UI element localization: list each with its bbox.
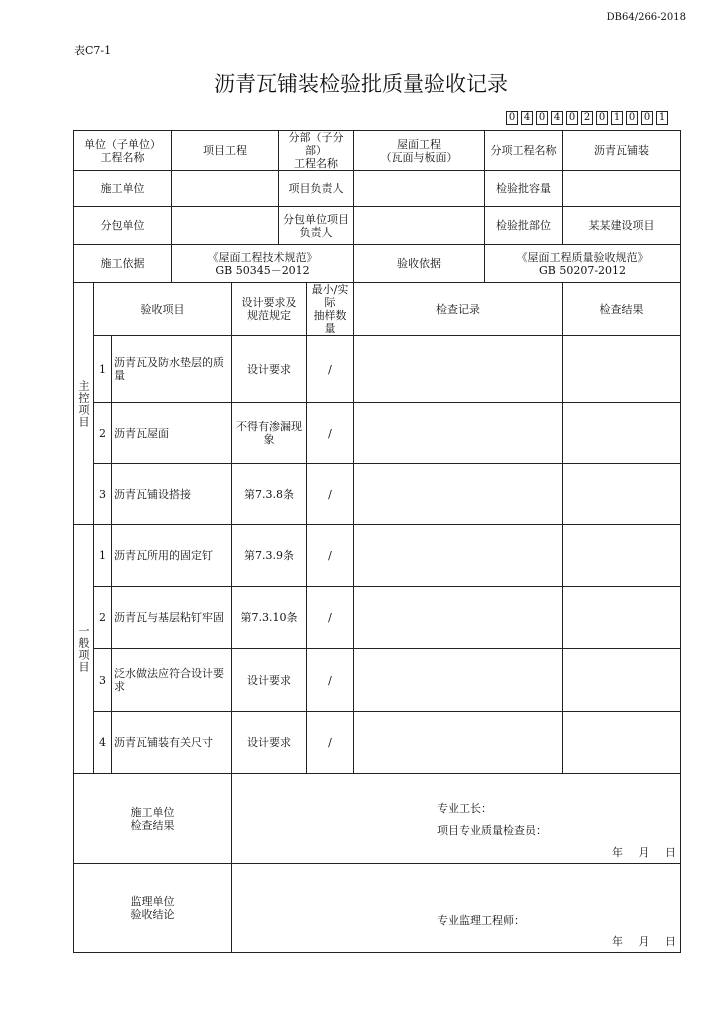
row-number: 1 <box>94 336 112 403</box>
row-requirement: 设计要求 <box>232 336 307 403</box>
batch-capacity-value <box>563 171 681 207</box>
row-number: 3 <box>94 649 112 712</box>
col-record-header: 检查记录 <box>354 283 563 336</box>
row-requirement: 不得有渗漏现象 <box>232 403 307 464</box>
project-manager-value <box>354 171 485 207</box>
row-record <box>354 336 563 403</box>
row-sample: / <box>307 649 354 712</box>
batch-location-value: 某某建设项目 <box>563 207 681 245</box>
row-record <box>354 525 563 587</box>
code-digit: 1 <box>611 111 623 125</box>
row-sample: / <box>307 403 354 464</box>
row-number: 2 <box>94 403 112 464</box>
code-digit: 0 <box>626 111 638 125</box>
row-requirement: 设计要求 <box>232 712 307 774</box>
row-record <box>354 587 563 649</box>
row-number: 3 <box>94 464 112 525</box>
table-row <box>74 649 681 712</box>
form-number: 表C7-1 <box>74 44 112 57</box>
supervision-date: 年 月 日 <box>612 935 677 948</box>
general-items-label: 一般项目 <box>74 525 94 774</box>
row-sample: / <box>307 525 354 587</box>
division-name-value: 屋面工程 （瓦面与板面） <box>354 131 485 171</box>
row-result <box>563 649 681 712</box>
project-manager-label: 项目负责人 <box>279 171 354 207</box>
construction-unit-value <box>172 171 279 207</box>
row-item: 沥青瓦所用的固定钉 <box>112 525 232 587</box>
table-row <box>74 525 681 587</box>
row-number: 4 <box>94 712 112 774</box>
row-record <box>354 464 563 525</box>
page-title: 沥青瓦铺装检验批质量验收记录 <box>214 72 508 96</box>
construction-basis-value: 《屋面工程技术规范》 GB 50345－2012 <box>172 245 354 283</box>
subcontract-unit-label: 分包单位 <box>74 207 172 245</box>
code-digit: 0 <box>596 111 608 125</box>
table-row <box>74 712 681 774</box>
acceptance-table <box>73 130 681 953</box>
row-requirement: 设计要求 <box>232 649 307 712</box>
table-row <box>74 587 681 649</box>
supervision-label: 监理单位 验收结论 <box>74 864 232 953</box>
unit-name-label: 单位（子单位） 工程名称 <box>74 131 172 171</box>
code-digit: 4 <box>551 111 563 125</box>
construction-check-signature <box>232 774 681 864</box>
code-digit: 0 <box>506 111 518 125</box>
subcontract-manager-label: 分包单位项目 负责人 <box>279 207 354 245</box>
row-requirement: 第7.3.9条 <box>232 525 307 587</box>
col-result-header: 检查结果 <box>563 283 681 336</box>
row-number: 1 <box>94 525 112 587</box>
record-code <box>506 111 668 125</box>
subcontract-manager-value <box>354 207 485 245</box>
row-item: 沥青瓦及防水垫层的质量 <box>112 336 232 403</box>
row-number: 2 <box>94 587 112 649</box>
row-sample: / <box>307 336 354 403</box>
unit-name-value: 项目工程 <box>172 131 279 171</box>
row-sample: / <box>307 712 354 774</box>
col-requirement-header: 设计要求及 规范规定 <box>232 283 307 336</box>
acceptance-basis-label: 验收依据 <box>354 245 485 283</box>
row-requirement: 第7.3.10条 <box>232 587 307 649</box>
row-result <box>563 403 681 464</box>
row-item: 泛水做法应符合设计要求 <box>112 649 232 712</box>
row-item: 沥青瓦铺设搭接 <box>112 464 232 525</box>
code-digit: 2 <box>581 111 593 125</box>
code-digit: 1 <box>656 111 668 125</box>
table-row <box>74 336 681 403</box>
construction-check-label: 施工单位 检查结果 <box>74 774 232 864</box>
row-item: 沥青瓦铺装有关尺寸 <box>112 712 232 774</box>
subcontract-unit-value <box>172 207 279 245</box>
col-item-header: 验收项目 <box>94 283 232 336</box>
code-digit: 0 <box>641 111 653 125</box>
main-items-label: 主控项目 <box>74 283 94 525</box>
row-result <box>563 336 681 403</box>
table-row <box>74 464 681 525</box>
acceptance-basis-value: 《屋面工程质量验收规范》 GB 50207-2012 <box>485 245 681 283</box>
code-digit: 4 <box>521 111 533 125</box>
foreman-label: 专业工长： <box>437 802 493 815</box>
row-record <box>354 649 563 712</box>
construction-basis-label: 施工依据 <box>74 245 172 283</box>
batch-location-label: 检验批部位 <box>485 207 563 245</box>
supervision-engineer-label: 专业监理工程师： <box>437 914 526 927</box>
table-row <box>74 403 681 464</box>
construction-unit-label: 施工单位 <box>74 171 172 207</box>
row-record <box>354 712 563 774</box>
quality-inspector-label: 项目专业质量检查员： <box>437 824 548 837</box>
batch-capacity-label: 检验批容量 <box>485 171 563 207</box>
code-digit: 0 <box>536 111 548 125</box>
row-item: 沥青瓦与基层粘钉牢固 <box>112 587 232 649</box>
row-record <box>354 403 563 464</box>
supervision-signature <box>232 864 681 953</box>
row-result <box>563 525 681 587</box>
row-sample: / <box>307 587 354 649</box>
row-item: 沥青瓦屋面 <box>112 403 232 464</box>
row-requirement: 第7.3.8条 <box>232 464 307 525</box>
row-sample: / <box>307 464 354 525</box>
row-result <box>563 712 681 774</box>
row-result <box>563 587 681 649</box>
code-digit: 0 <box>566 111 578 125</box>
subitem-name-label: 分项工程名称 <box>485 131 563 171</box>
standard-number: DB64/266-2018 <box>606 12 686 23</box>
row-result <box>563 464 681 525</box>
col-sample-header: 最小/实际 抽样数量 <box>307 283 354 336</box>
division-name-label: 分部（子分部） 工程名称 <box>279 131 354 171</box>
subitem-name-value: 沥青瓦铺装 <box>563 131 681 171</box>
construction-date: 年 月 日 <box>612 846 677 859</box>
